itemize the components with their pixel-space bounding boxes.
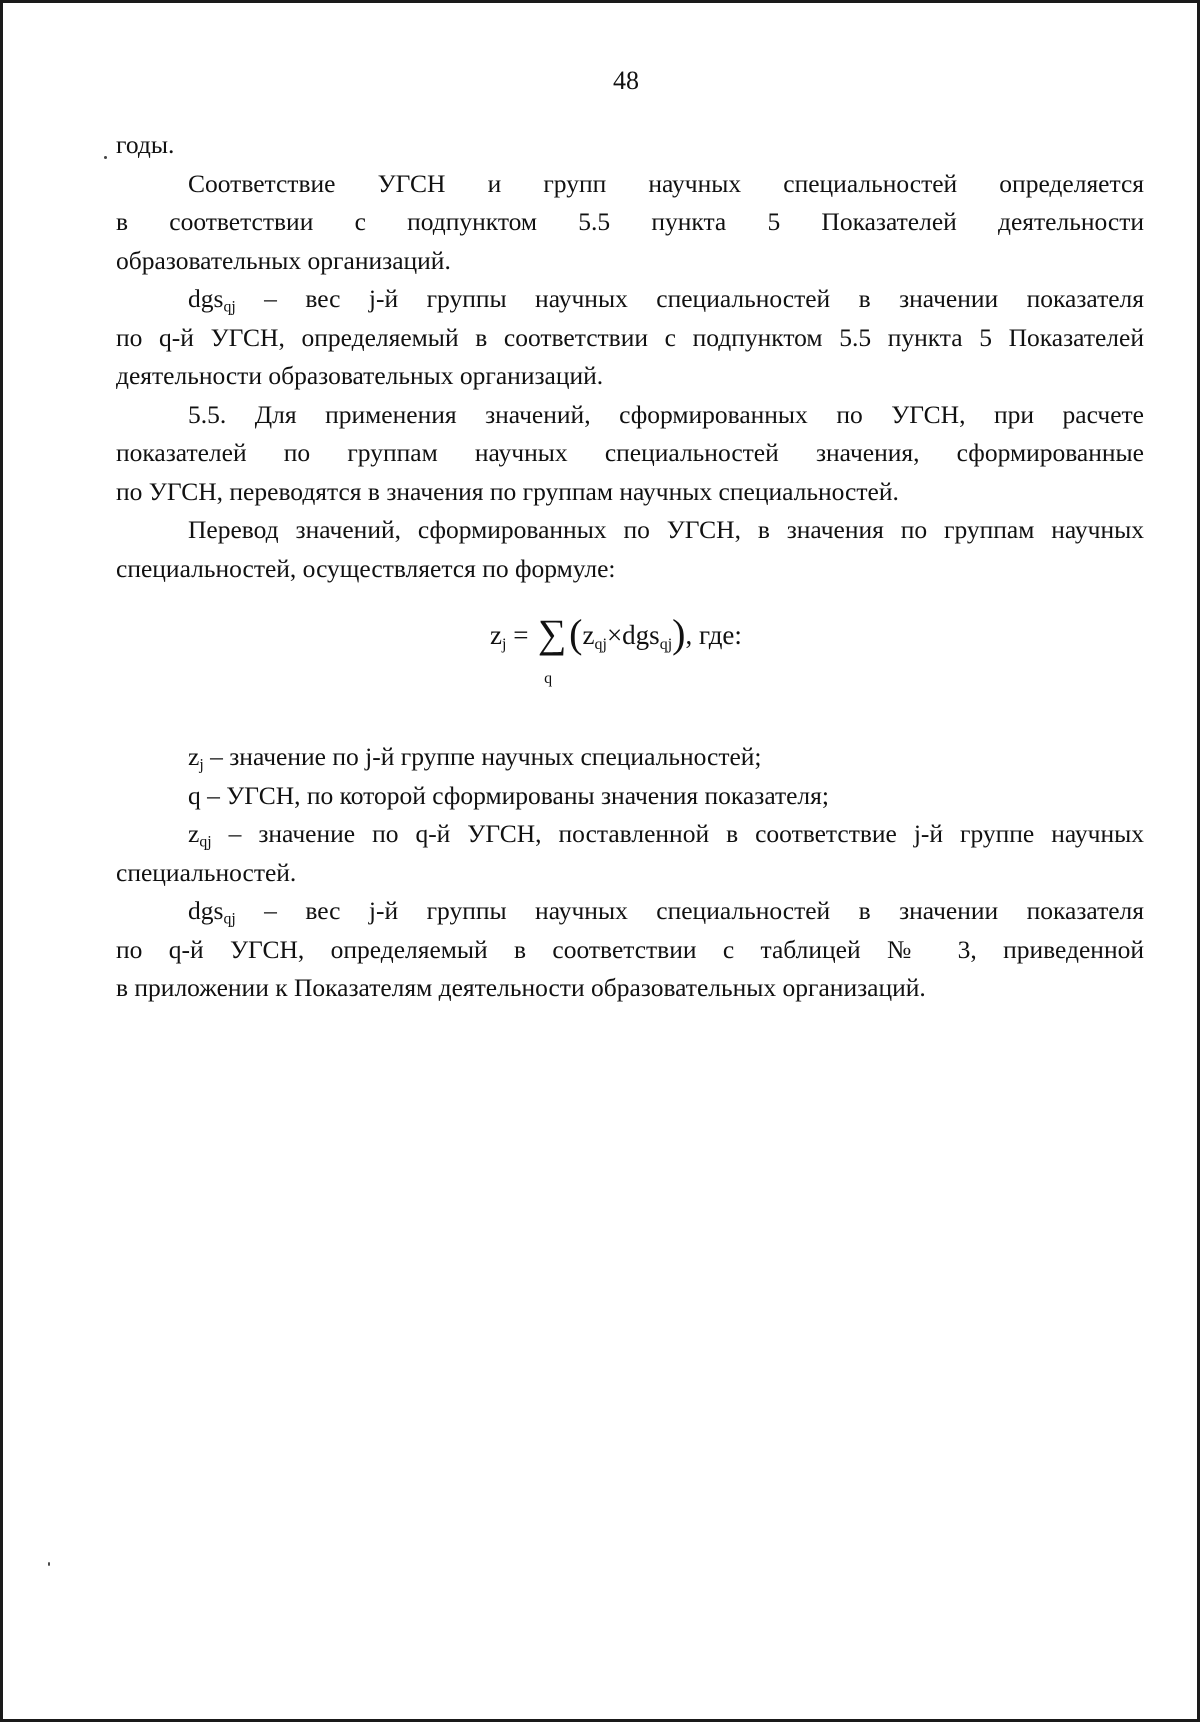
formula-lhs-sub: j <box>501 635 507 653</box>
paragraph-line: специальностей. <box>116 857 297 887</box>
paragraph-line: по q-й УГСН, определяемый в соответствии с подпунктом 5.5 пункта 5 Показателей <box>116 322 1144 352</box>
scan-speck <box>48 1562 50 1566</box>
paragraph-line <box>116 280 1144 319</box>
page-number: 48 <box>613 66 639 95</box>
formula-lhs-var: z <box>490 620 502 650</box>
formula <box>490 611 742 687</box>
def-text: – значение по j-й группе научных специальностей; <box>203 742 762 771</box>
document-body <box>116 126 1144 1008</box>
sigma-symbol: ∑ <box>537 611 567 656</box>
formula-term-z <box>582 620 607 653</box>
def-sub: j <box>199 756 204 774</box>
def-var: z <box>188 742 200 771</box>
variable-dgs: dgs <box>188 284 224 313</box>
term-dgs-sub: qj <box>659 635 673 653</box>
paragraph-line: в приложении к Показателям деятельности образовательных организаций. <box>116 973 926 1002</box>
def-sub: qj <box>223 910 236 928</box>
scan-speck <box>104 156 107 159</box>
paragraph-correspondence <box>116 165 1144 281</box>
term-z-var: z <box>582 620 595 650</box>
formula-lhs <box>490 620 507 653</box>
paragraph-line: образовательных организаций. <box>116 245 451 275</box>
formula-term-dgs <box>622 620 673 653</box>
sum-operator <box>535 611 569 687</box>
open-paren: ( <box>569 611 583 656</box>
paragraph-line: по q-й УГСН, определяемый в соответствии с таблицей № 3, приведенной <box>116 934 1144 964</box>
term-dgs-var: dgs <box>622 620 660 650</box>
paragraph-line: по УГСН, переводятся в значения по группам научных специальностей. <box>116 476 899 506</box>
paragraph-dgs-definition <box>116 280 1144 396</box>
paragraph-line: деятельности образовательных организаций. <box>116 361 604 390</box>
paragraph-line: специальностей, осуществляется по формуле: <box>116 553 616 583</box>
definition-zqj <box>116 815 1144 854</box>
paragraph-continuation: годы. <box>116 130 175 159</box>
definition-q: q – УГСН, по которой сформированы значения показателя; <box>188 780 829 810</box>
paragraph-line: показателей по группам научных специальностей значения, сформированные <box>116 438 1144 467</box>
formula-suffix: , где: <box>685 620 742 650</box>
close-paren: ) <box>672 611 686 656</box>
paragraph-text: – вес j-й группы научных специальностей в значении показателя <box>235 284 1144 313</box>
variable-subscript: qj <box>223 298 236 316</box>
sum-index: q <box>544 670 553 687</box>
def-text: – значение по q-й УГСН, поставленной в соответствие j-й группе научных <box>211 819 1144 848</box>
def-var: dgs <box>188 896 224 925</box>
definition-zj <box>116 738 1144 777</box>
definitions-list <box>116 738 1144 1008</box>
term-z-sub: qj <box>594 635 607 653</box>
paragraph-line: Соответствие УГСН и групп научных специальностей определяется <box>188 168 1144 198</box>
times-symbol: × <box>606 620 623 650</box>
definition-dgsqj <box>116 892 1144 931</box>
paragraph-line: Перевод значений, сформированных по УГСН, в значения по группам научных <box>188 515 1144 544</box>
def-var: z <box>188 819 200 848</box>
paragraph-line: 5.5. Для применения значений, сформированных по УГСН, при расчете <box>188 399 1144 429</box>
formula-equals: = <box>513 620 529 650</box>
paragraph-conversion <box>116 511 1144 588</box>
def-sub: qj <box>199 833 212 851</box>
formula-block <box>116 592 1144 738</box>
paragraph-5-5 <box>116 396 1144 512</box>
paragraph-line: в соответствии с подпунктом 5.5 пункта 5 Показателей деятельности <box>116 207 1144 236</box>
def-text: – вес j-й группы научных специальностей в значении показателя <box>235 896 1144 925</box>
